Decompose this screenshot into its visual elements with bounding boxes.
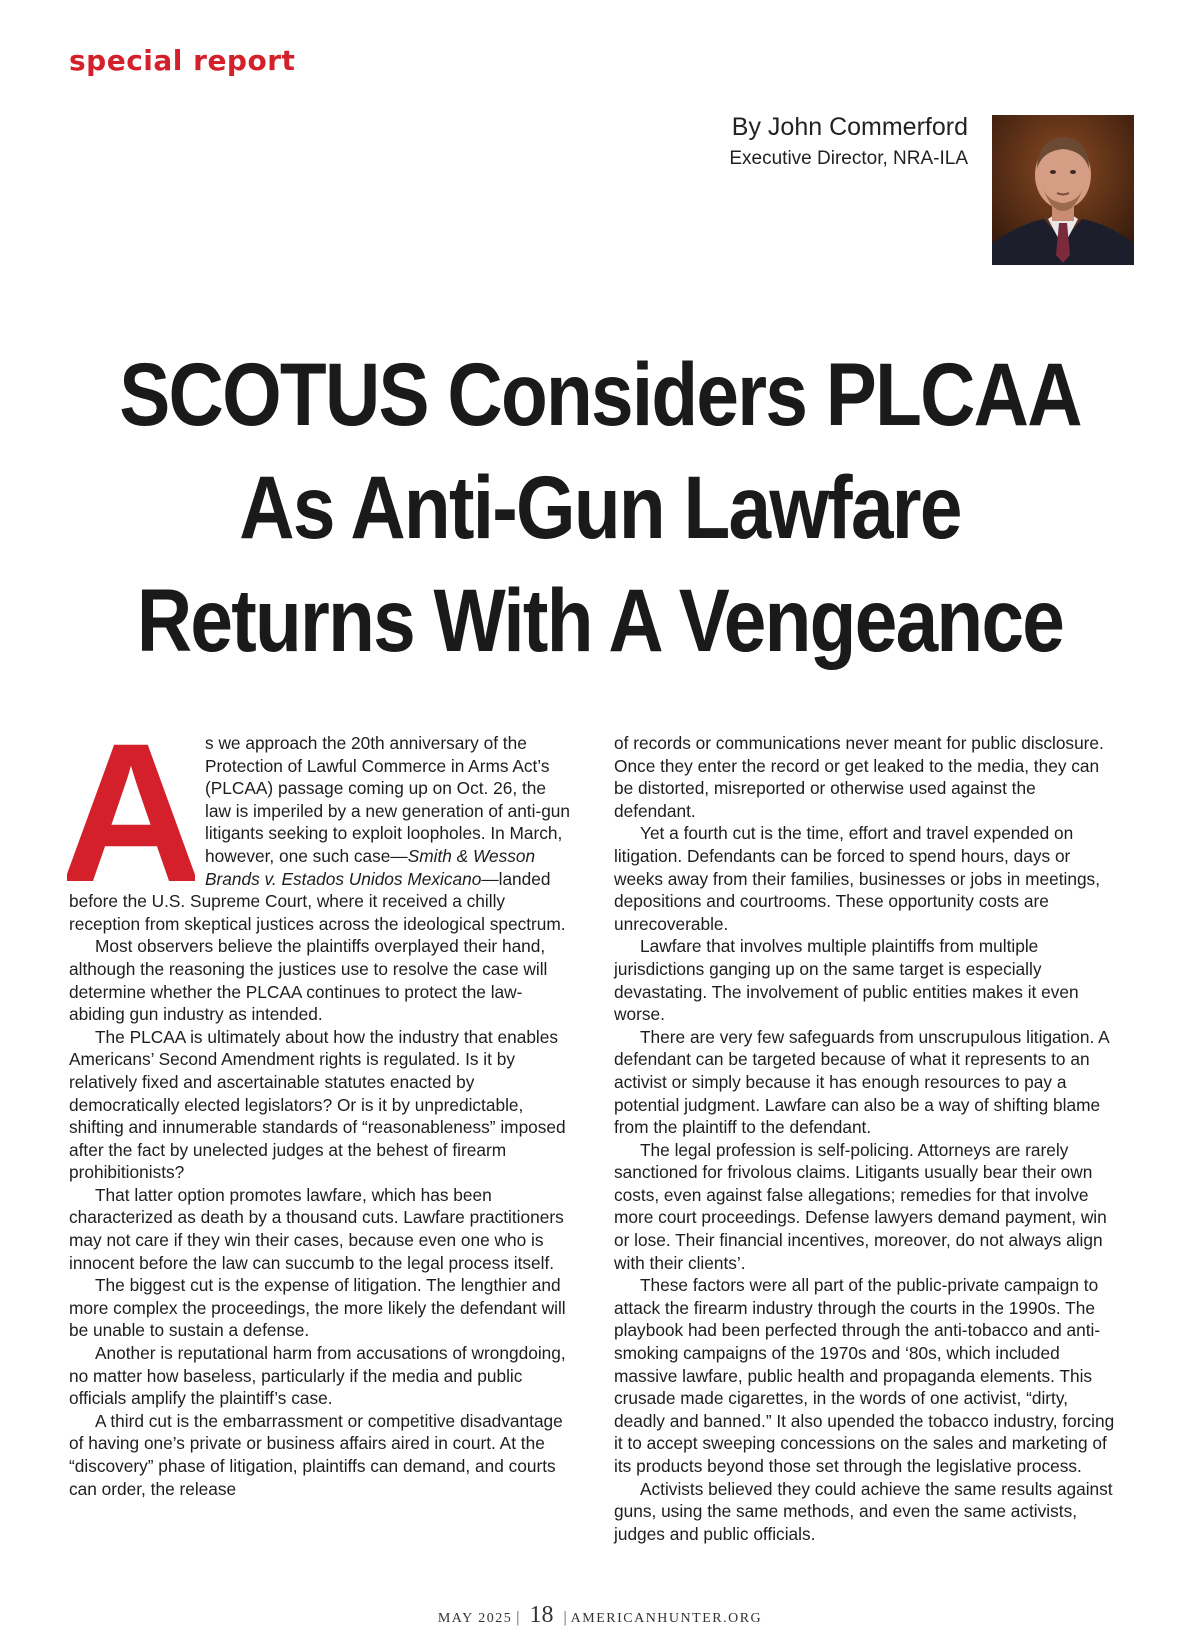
article-column-right: [614, 732, 1118, 1545]
page-footer: [0, 1602, 1200, 1629]
headline-line-3: Returns With A Vengeance: [136, 570, 1064, 670]
paragraph: Another is reputational harm from accusations of wrongdoing, no matter how baseless, particularly if the media and public officials amplify the plaintiff’s case.: [69, 1343, 566, 1409]
paragraph: Yet a fourth cut is the time, effort and travel expended on litigation. Defendants can be forced to spend hours, days or weeks away from their families, businesses or jobs in meetings, depositions and courtrooms. These opportunity costs are unrecoverable.: [614, 823, 1100, 934]
footer-divider: |: [563, 1609, 567, 1626]
author-photo: [992, 115, 1134, 265]
paragraph: The legal profession is self-policing. Attorneys are rarely sanctioned for frivolous claims. Litigants usually bear their own costs, even against false allegations; remedies for that involve more court proceedings. Defense lawyers demand payment, win or lose. Their financial incentives, moreover, do not always align with their clients’.: [614, 1139, 1107, 1273]
headline-line-1: SCOTUS Considers PLCAA: [119, 344, 1081, 444]
paragraph: These factors were all part of the public-private campaign to attack the firearm industry through the courts in the 1990s. The playbook had been perfected through the anti-tobacco and anti-smoking campaigns of the 1970s and ‘80s, which included massive lawfare, public health and propaganda elements. This crusade made cigarettes, in the words of one activist, “dirty, deadly and banned.” It also upended the tobacco industry, forcing it to accept sweeping concessions on the sales and marketing of its products beyond those set through the legislative process.: [614, 1275, 1115, 1476]
section-label: special report: [69, 44, 296, 77]
paragraph: The PLCAA is ultimately about how the industry that enables Americans’ Second Amendment rights is regulated. Is it by relatively fixed and ascertainable statutes enacted by democratically elected legislators? Or is it by unpredictable, shifting and innumerable standards of “reasonableness” imposed after the fact by unelected judges at the behest of firearm prohibitionists?: [69, 1026, 566, 1183]
drop-cap-letter: A: [67, 735, 195, 885]
case-name: Smith & Wesson Brands v. Estados Unidos Mexicano: [205, 845, 536, 889]
footer-divider: |: [516, 1609, 520, 1626]
article-column-left: [69, 732, 573, 1500]
paragraph: A third cut is the embarrassment or competitive disadvantage of having one’s private or business affairs aired in court. At the “discovery” phase of litigation, plaintiffs can demand, and courts can order, the release: [69, 1410, 563, 1499]
drop-cap: [67, 735, 195, 885]
byline: [729, 112, 968, 170]
headline: [84, 338, 1116, 677]
intro-text-end: —landed before the U.S. Supreme Court, where it received a chilly reception from skeptical justices across the ideological spectrum.: [69, 868, 566, 934]
author-name: By John Commerford: [731, 113, 968, 141]
paragraph: That latter option promotes lawfare, which has been characterized as death by a thousand cuts. Lawfare practitioners may not care if they win their cases, because even one who is innocent before the law can succumb to the legal process itself.: [69, 1184, 564, 1273]
paragraph: There are very few safeguards from unscrupulous litigation. A defendant can be targeted because of what it represents to an activist or simply because it has enough resources to pay a potential judgment. Lawfare can also be a way of shifting blame from the plaintiff to the defendant.: [614, 1026, 1109, 1138]
author-title: Executive Director, NRA-ILA: [729, 148, 968, 169]
paragraph-continuation: of records or communications never meant for public disclosure. Once they enter the record or get leaked to the media, they can be distorted, misreported or otherwise used against the defendant.: [614, 733, 1104, 821]
paragraph: Most observers believe the plaintiffs overplayed their hand, although the reasoning the justices use to resolve the case will determine whether the PLCAA continues to protect the law-abiding gun industry as intended.: [69, 936, 548, 1025]
headline-line-2: As Anti-Gun Lawfare: [239, 457, 961, 557]
page-number: 18: [529, 1602, 554, 1628]
footer-month: MAY 2025: [437, 1611, 513, 1626]
paragraph: Lawfare that involves multiple plaintiffs from multiple jurisdictions ganging up on the same target is especially devastating. The involvement of public entities makes it even worse.: [614, 936, 1079, 1025]
footer-site: AMERICANHUNTER.ORG: [570, 1611, 763, 1626]
paragraph: Activists believed they could achieve the same results against guns, using the same methods, and even the same activists, judges and public officials.: [614, 1478, 1113, 1544]
paragraph: The biggest cut is the expense of litigation. The lengthier and more complex the proceedings, the more likely the defendant will be unable to sustain a defense.: [69, 1275, 566, 1341]
intro-text-start: s we approach the 20th anniversary of the Protection of Lawful Commerce in Arms Act’s (PLCAA) passage coming up on Oct. 26, the law is imperiled by a new generation of anti-gun litigants seeking to exploit loopholes. In March, however, one such case—: [205, 733, 571, 866]
